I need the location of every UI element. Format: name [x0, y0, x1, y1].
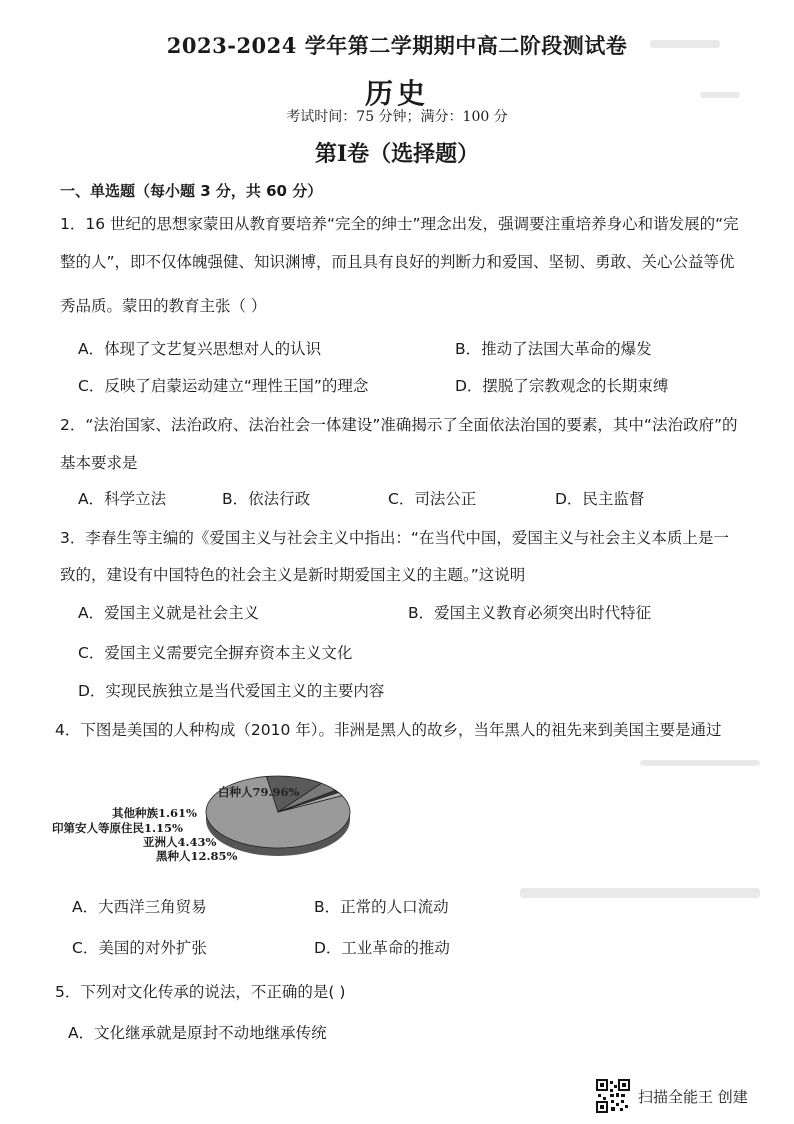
question-3-line-2: 致的，建设有中国特色的社会主义是新时期爱国主义的主题。”这说明 [60, 566, 526, 584]
exam-title: 2023-2024 学年第二学期期中高二阶段测试卷 [166, 33, 628, 58]
pie-label-native: 印第安人等原住民1.15% [52, 821, 183, 835]
question-1-line-2: 整的人”，即不仅体魄强健、知识渊博，而且具有良好的判断力和爱国、坚韧、勇敢、关心公益等优 [60, 253, 735, 271]
question-3-line-1: 3．李春生等主编的《爱国主义与社会主义中指出：“在当代中国，爱国主义与社会主义本质上是一 [60, 529, 729, 547]
subject-title: 历史 [364, 77, 429, 110]
question-2-line-1: 2．“法治国家、法治政府、法治社会一体建设”准确揭示了全面依法治国的要素，其中“法治政府”的 [60, 416, 738, 434]
question-1-option-b[interactable]: B．推动了法国大革命的爆发 [455, 340, 652, 358]
question-3-option-c[interactable]: C．爱国主义需要完全摒弃资本主义文化 [78, 644, 353, 662]
question-4-option-b[interactable]: B．正常的人口流动 [314, 898, 449, 916]
question-4-option-a[interactable]: A．大西洋三角贸易 [72, 898, 207, 916]
question-5-line-1: 5．下列对文化传承的说法，不正确的是( ) [55, 983, 346, 1001]
question-1-line-1: 1．16 世纪的思想家蒙田从教育要培养“完全的绅士”理念出发，强调要注重培养身心和谐发展的“完 [60, 215, 739, 233]
question-2-option-c[interactable]: C．司法公正 [388, 490, 477, 508]
section-heading: 一、单选题（每小题 3 分，共 60 分） [60, 182, 323, 200]
population-pie-chart [48, 770, 388, 870]
question-5-option-a[interactable]: A．文化继承就是原封不动地继承传统 [68, 1024, 327, 1042]
question-2-option-b[interactable]: B．依法行政 [222, 490, 311, 508]
question-1-option-c[interactable]: C．反映了启蒙运动建立“理性王国”的理念 [78, 377, 369, 395]
qr-code-icon [596, 1079, 630, 1113]
exam-info: 考试时间：75 分钟；满分：100 分 [286, 109, 508, 125]
question-3-option-b[interactable]: B．爱国主义教育必须突出时代特征 [408, 604, 652, 622]
question-2-option-a[interactable]: A．科学立法 [78, 490, 167, 508]
pie-label-other: 其他种族1.61% [112, 806, 197, 820]
question-1-option-d[interactable]: D．摆脱了宗教观念的长期束缚 [455, 377, 669, 395]
question-1-line-3: 秀品质。蒙田的教育主张（ ） [60, 297, 267, 315]
pie-label-white: 白种人79.96% [218, 785, 300, 799]
question-4-line-1: 4．下图是美国的人种构成（2010 年）。非洲是黑人的故乡，当年黑人的祖先来到美国主要是通过 [55, 721, 722, 739]
question-3-option-d[interactable]: D．实现民族独立是当代爱国主义的主要内容 [78, 682, 385, 700]
question-4-option-d[interactable]: D．工业革命的推动 [314, 939, 450, 957]
scanner-watermark [596, 1078, 748, 1114]
question-1-option-a[interactable]: A．体现了文艺复兴思想对人的认识 [78, 340, 322, 358]
question-2-line-2: 基本要求是 [60, 454, 138, 472]
question-3-option-a[interactable]: A．爱国主义就是社会主义 [78, 604, 260, 622]
pie-label-black: 黑种人12.85% [156, 849, 238, 863]
pie-label-asian: 亚洲人4.43% [143, 835, 217, 849]
scanner-credit-text: 扫描全能王 创建 [638, 1087, 748, 1106]
volume-title: 第Ⅰ卷（选择题） [314, 141, 480, 167]
question-2-option-d[interactable]: D．民主监督 [555, 490, 645, 508]
question-4-option-c[interactable]: C．美国的对外扩张 [72, 939, 207, 957]
